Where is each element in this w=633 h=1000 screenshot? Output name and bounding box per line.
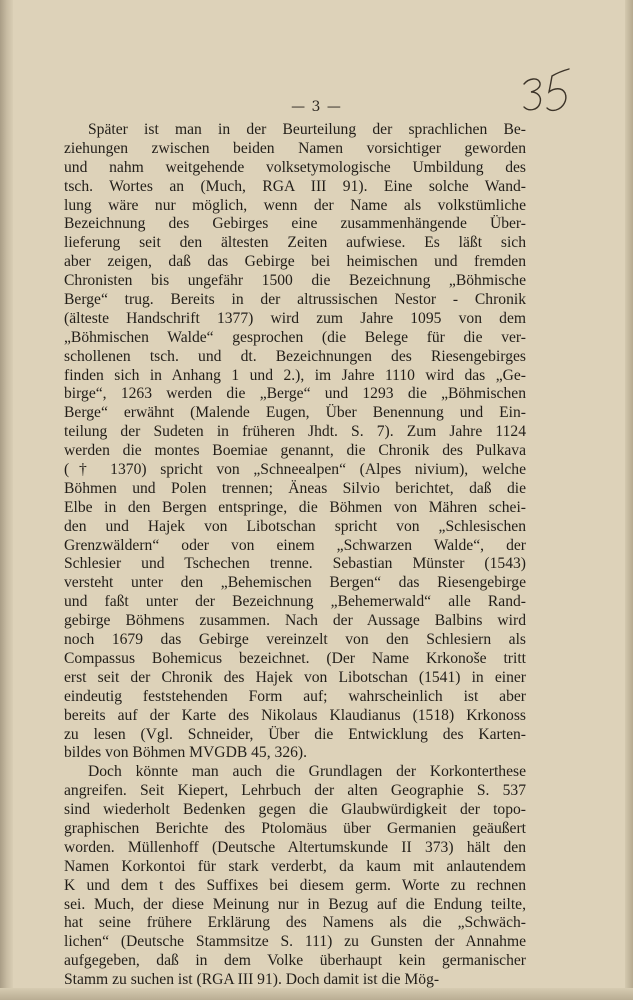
text-line: sind wiederholt Bedenken gegen die Glaubwürdigkeit der topo- <box>64 801 526 819</box>
text-line: „Böhmischen Walde“ gesprochen (die Belege für die ver- <box>64 328 526 346</box>
text-line: (älteste Handschrift 1377) wird zum Jahre 1095 von dem <box>64 309 526 327</box>
text-line: erst seit der Chronik des Hajek von Libotschan (1541) in einer <box>64 668 526 686</box>
text-line: ziehungen zwischen beiden Namen vorsichtiger geworden <box>64 139 526 157</box>
text-line: eindeutig feststehenden Form auf; wahrscheinlich ist aber <box>64 687 526 705</box>
text-line: Bezeichnung des Gebirges eine zusammenhängende Über- <box>64 215 526 233</box>
text-line: Stamm zu suchen ist (RGA III 91). Doch damit ist die Mög- <box>64 971 440 989</box>
text-line: Später ist man in der Beurteilung der sprachlichen Be- <box>88 121 526 138</box>
text-line: werden die montes Boemiae genannt, die Chronik des Pulkava <box>64 442 526 460</box>
text-line: versteht unter den „Behemischen Bergen“ das Riesengebirge <box>64 574 526 592</box>
text-line: Schlesier und Tschechen trenne. Sebastian Münster (1543) <box>64 555 526 573</box>
text-line: den und Hajek von Libotschan spricht von „Schlesischen <box>64 517 526 535</box>
text-line: graphischen Berichte des Ptolomäus über Germanien geäußert <box>64 819 526 837</box>
text-line: birge“, 1263 werden die „Berge“ und 1293 die „Böhmischen <box>64 385 526 403</box>
text-line: Elbe in den Bergen entspringe, die Böhmen von Mähren schei- <box>64 498 526 516</box>
text-line: teilung der Sudeten in früheren Jhdt. S. 7). Zum Jahre 1124 <box>64 423 526 441</box>
text-line: und faßt unter der Bezeichnung „Behemerwald“ alle Rand- <box>64 593 526 611</box>
text-line: Chronisten bis ungefähr 1500 die Bezeichnung „Böhmische <box>64 272 526 290</box>
text-line: worden. Müllenhoff (Deutsche Altertumskunde II 373) hält den <box>64 838 526 856</box>
text-line: K und dem t des Suffixes bei diesem germ. Worte zu rechnen <box>64 876 526 894</box>
text-line: Namen Korkontoi für stark verderbt, da kaum mit anlautendem <box>64 857 526 875</box>
text-line: Berge“ trug. Bereits in der altrussischen Nestor - Chronik <box>64 291 526 309</box>
text-line: aber zeigen, daß das Gebirge bei heimischen und fremden <box>64 253 526 271</box>
text-line: noch 1679 das Gebirge vereinzelt von den Schlesiern als <box>64 631 526 649</box>
text-line: Grenzwäldern“ oder von einem „Schwarzen Walde“, der <box>64 536 526 554</box>
text-line: und nahm weitgehende volksetymologische Umbildung des <box>64 158 526 176</box>
text-line: († 1370) spricht von „Schneealpen“ (Alpes nivium), welche <box>64 461 526 479</box>
text-line: bereits auf der Karte des Nikolaus Klaudianus (1518) Krkonoss <box>64 706 526 724</box>
text-line: lieferung seit den ältesten Zeiten aufwiese. Es läßt sich <box>64 234 526 252</box>
page-number: — 3 — <box>291 99 342 115</box>
binding-fold <box>0 0 13 1000</box>
text-line: Compassus Bohemicus bezeichnet. (Der Name Krkonoše tritt <box>64 649 526 667</box>
body-text <box>64 121 526 990</box>
text-line: lichen“ (Deutsche Stammsitze S. 111) zu Gunsten der Annahme <box>64 933 526 951</box>
text-line: Berge“ erwähnt (Malende Eugen, Über Benennung und Ein- <box>64 404 526 422</box>
text-line: sei. Much, der diese Meinung nur in Bezug auf die Endung teilte, <box>64 895 526 913</box>
text-line: zu lesen (Vgl. Schneider, Über die Entwicklung des Karten- <box>64 725 526 743</box>
text-line: aufgegeben, daß in dem Volke überhaupt kein germanischer <box>64 952 526 970</box>
text-line: gebirge Böhmens zusammen. Nach der Aussage Balbins wird <box>64 612 526 630</box>
text-line: hat seine frühere Erklärung des Namens als die „Schwäch- <box>64 914 526 932</box>
text-line: schollenen tsch. und dt. Bezeichnungen des Riesengebirges <box>64 347 526 365</box>
text-line: finden sich in Anhang 1 und 2.), im Jahre 1110 wird das „Ge- <box>64 366 526 384</box>
page-edge-right <box>625 0 633 1000</box>
text-line: Doch könnte man auch die Grundlagen der Korkonterthese <box>88 763 526 781</box>
paragraph <box>64 763 526 990</box>
text-line: tsch. Wortes an (Much, RGA III 91). Eine solche Wand- <box>64 177 526 195</box>
paragraph <box>64 121 526 763</box>
text-line: lung wäre nur möglich, wenn der Name als volkstümliche <box>64 196 526 214</box>
text-line: Böhmen und Polen trennen; Äneas Silvio berichtet, daß die <box>64 479 526 497</box>
text-line: angreifen. Seit Kiepert, Lehrbuch der alten Geographie S. 537 <box>64 782 526 800</box>
text-line: bildes von Böhmen MVGDB 45, 326). <box>64 744 307 762</box>
